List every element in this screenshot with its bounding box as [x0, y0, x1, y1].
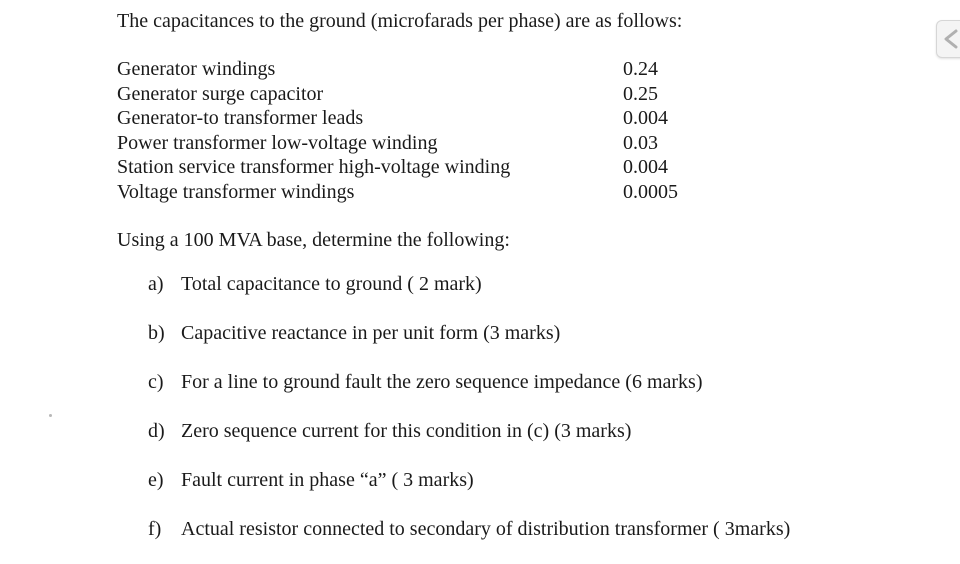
capacitance-value: 0.24: [623, 58, 658, 80]
base-statement: Using a 100 MVA base, determine the following:: [117, 229, 510, 251]
side-collapse-button[interactable]: [936, 20, 960, 58]
capacitance-label: Generator-to transformer leads: [117, 107, 364, 130]
question-letter: e): [148, 469, 164, 491]
capacitance-value: 0.03: [623, 131, 658, 154]
question-letter: c): [148, 371, 164, 393]
question-letter: a): [148, 273, 164, 295]
question-letter: b): [148, 322, 165, 344]
question-letter: d): [148, 420, 165, 442]
question-text: Capacitive reactance in per unit form (3 marks): [181, 322, 561, 344]
capacitance-value: 0.004: [623, 156, 668, 179]
question-text: Zero sequence current for this condition in (c) (3 marks): [181, 420, 632, 442]
scan-speck: [49, 414, 52, 417]
capacitance-label: Power transformer low-voltage winding: [117, 131, 438, 154]
capacitance-value: 0.004: [623, 107, 668, 130]
capacitance-value: 0.0005: [623, 180, 678, 203]
question-text: Total capacitance to ground ( 2 mark): [181, 273, 482, 295]
capacitance-label: Voltage transformer windings: [117, 180, 355, 203]
question-letter: f): [148, 518, 162, 540]
question-text: For a line to ground fault the zero sequence impedance (6 marks): [181, 371, 703, 393]
question-text: Fault current in phase “a” ( 3 marks): [181, 469, 474, 491]
capacitance-label: Generator windings: [117, 58, 276, 80]
capacitance-label: Generator surge capacitor: [117, 82, 324, 105]
capacitance-value: 0.25: [623, 82, 658, 105]
intro-text: The capacitances to the ground (microfarads per phase) are as follows:: [117, 10, 683, 32]
capacitance-label: Station service transformer high-voltage winding: [117, 156, 511, 179]
question-text: Actual resistor connected to secondary of distribution transformer ( 3marks): [181, 518, 791, 540]
chevron-left-icon: [941, 28, 960, 50]
